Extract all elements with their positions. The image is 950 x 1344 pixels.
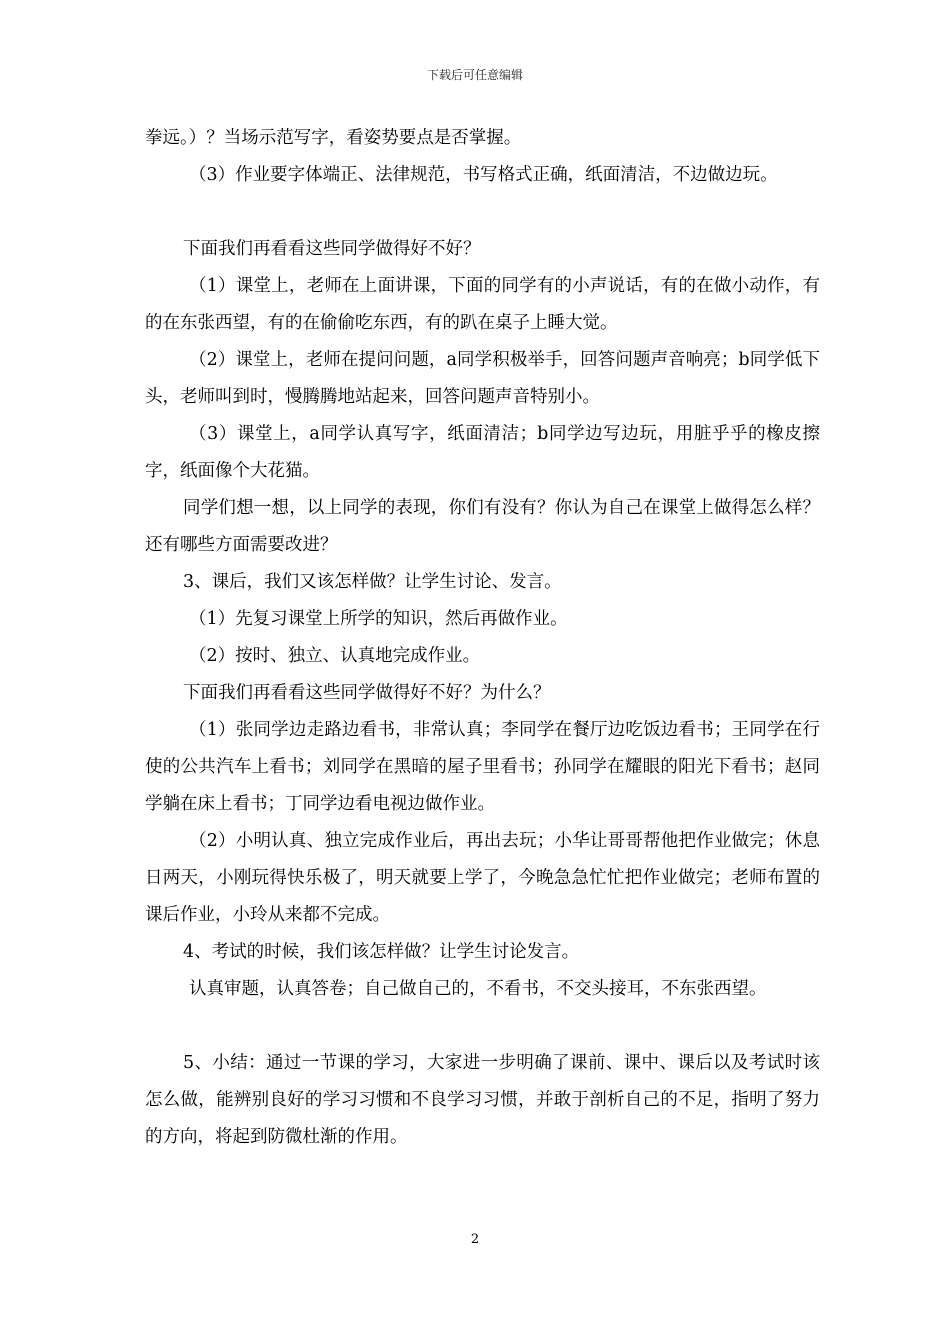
paragraph: （1）张同学边走路边看书，非常认真；李同学在餐厅边吃饭边看书；王同学在行使的公共汽车上看书；刘同学在黑暗的屋子里看书；孙同学在耀眼的阳光下看书；赵同学躺在床上看书；丁同学边看电视边做作业。	[145, 720, 820, 814]
page-number: 2	[470, 1232, 480, 1247]
paragraph: （2）小明认真、独立完成作业后，再出去玩；小华让哥哥帮他把作业做完；休息日两天，小刚玩得快乐极了，明天就要上学了，今晚急急忙忙把作业做完；老师布置的课后作业，小玲从来都不完成。	[145, 831, 820, 925]
paragraph: （1）先复习课堂上所学的知识，然后再做作业。	[189, 609, 568, 629]
paragraph: 认真审题，认真答卷；自己做自己的，不看书，不交头接耳，不东张西望。	[189, 979, 767, 999]
paragraph: （2）课堂上，老师在提问问题，a同学积极举手，回答问题声音响亮；b同学低下头，老师叫到时，慢腾腾地站起来，回答问题声音特别小。	[145, 350, 820, 407]
paragraph: （2）按时、独立、认真地完成作业。	[189, 646, 481, 666]
page-header: 下载后可任意编辑	[426, 68, 523, 82]
paragraph: 5、小结：通过一节课的学习，大家进一步明确了课前、课中、课后以及考试时该怎么做，能辨别良好的学习习惯和不良学习习惯，并敢于剖析自己的不足，指明了努力的方向，将起到防微杜渐的作用。	[145, 1053, 820, 1147]
paragraph: 下面我们再看看这些同学做得好不好？	[183, 239, 481, 259]
paragraph: 下面我们再看看这些同学做得好不好？为什么？	[183, 683, 551, 703]
paragraph: 3、课后，我们又该怎样做？让学生讨论、发言。	[183, 572, 562, 592]
blank-line	[145, 1008, 820, 1045]
paragraph: 4、考试的时候，我们该怎样做？让学生讨论发言。	[183, 942, 580, 962]
paragraph: 同学们想一想，以上同学的表现，你们有没有？你认为自己在课堂上做得怎么样？还有哪些方面需要改进？	[145, 498, 820, 555]
paragraph: （1）课堂上，老师在上面讲课，下面的同学有的小声说话，有的在做小动作，有的在东张西望，有的在偷偷吃东西，有的趴在桌子上睡大觉。	[145, 276, 820, 333]
document-body	[145, 120, 820, 1156]
blank-line	[145, 194, 820, 231]
paragraph: （3）课堂上，a同学认真写字，纸面清洁；b同学边写边玩，用脏乎乎的橡皮擦字，纸面像个大花猫。	[145, 424, 820, 481]
paragraph: （3）作业要字体端正、法律规范，书写格式正确，纸面清洁，不边做边玩。	[189, 165, 778, 185]
paragraph: 拳远。）？当场示范写字，看姿势要点是否掌握。	[145, 128, 522, 148]
